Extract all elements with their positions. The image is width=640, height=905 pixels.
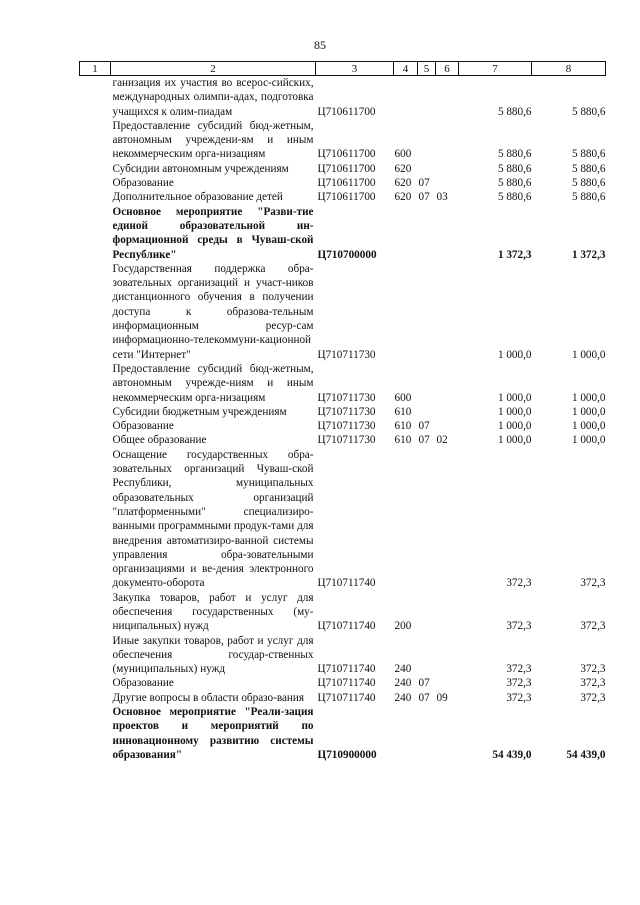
amount-year-1-cell: 372,3 [506, 663, 532, 676]
column-header: 1 [80, 62, 111, 76]
amount-year-1-cell: 54 439,0 [492, 748, 532, 761]
subsection-code-cell: 09 [436, 691, 448, 704]
amount-year-1-cell: 1 000,0 [497, 405, 532, 418]
section-code-cell [418, 634, 436, 677]
subsection-code-cell [436, 162, 459, 176]
amount-year-1-cell: 372,3 [506, 691, 532, 704]
row-name-cell: Закупка товаров, работ и услуг для обеспечения государственных (му-ниципальных) нужд [112, 591, 314, 633]
amount-year-1-cell: 1 000,0 [497, 391, 532, 404]
subsection-code-cell [436, 262, 459, 362]
amount-year-1-cell: 5 880,6 [497, 162, 532, 175]
subsection-code-cell [436, 119, 459, 162]
row-name-cell: Другие вопросы в области образо-вания [112, 691, 305, 704]
budget-table [79, 61, 606, 762]
expense-type-code-cell: 200 [394, 620, 412, 633]
amount-year-2-cell: 1 000,0 [571, 434, 606, 447]
row-number-cell [80, 76, 111, 119]
row-name-cell: Субсидии бюджетным учреждениям [112, 405, 287, 418]
amount-year-1-cell: 1 000,0 [497, 434, 532, 447]
target-article-code-cell: Ц710611700 [317, 177, 376, 190]
target-article-code-cell: Ц710900000 [317, 748, 377, 761]
amount-year-2-cell: 1 000,0 [571, 420, 606, 433]
subsection-code-cell [436, 362, 459, 405]
expense-type-code-cell: 240 [394, 677, 412, 690]
amount-year-1-cell: 5 880,6 [497, 148, 532, 161]
target-article-code-cell: Ц710711730 [317, 348, 376, 361]
row-number-cell [80, 119, 111, 162]
target-article-code-cell: Ц710711730 [317, 405, 376, 418]
expense-type-code-cell [394, 205, 418, 262]
amount-year-1-cell: 5 880,6 [497, 177, 532, 190]
section-code-cell: 07 [418, 691, 430, 704]
row-name-cell: Основное мероприятие "Разви-тие единой образовательной ин-формационной среды в Чуваш-ской Республике" [112, 205, 314, 261]
row-name-cell: ганизация их участия во всерос-сийских, международных олимпи-адах, подготовка учащихся к олим-пиадам [112, 77, 314, 118]
row-name-cell: Предоставление субсидий бюд-жетным, автономным учрежде-ниям и иным некоммерческим орга-низациям [112, 362, 314, 404]
table-row [80, 448, 606, 591]
section-code-cell: 07 [418, 191, 430, 204]
table-row [80, 362, 606, 405]
table-row [80, 119, 606, 162]
expense-type-code-cell [394, 448, 418, 591]
table-row [80, 691, 606, 705]
amount-year-1-cell: 5 880,6 [497, 105, 532, 118]
table-row [80, 634, 606, 677]
row-number-cell [80, 419, 111, 433]
target-article-code-cell: Ц710711740 [317, 577, 376, 590]
target-article-code-cell: Ц710711740 [317, 691, 376, 704]
subsection-code-cell [436, 705, 459, 762]
row-number-cell [80, 448, 111, 591]
subsection-code-cell [436, 176, 459, 190]
amount-year-2-cell: 1 000,0 [571, 348, 606, 361]
expense-type-code-cell: 610 [394, 405, 412, 418]
target-article-code-cell: Ц710611700 [317, 191, 376, 204]
row-number-cell [80, 405, 111, 419]
section-code-cell: 07 [418, 177, 430, 190]
row-name-cell: Образование [112, 677, 174, 690]
expense-type-code-cell: 600 [394, 148, 412, 161]
row-number-cell [80, 591, 111, 634]
column-header: 5 [418, 62, 436, 76]
row-number-cell [80, 262, 111, 362]
amount-year-1-cell: 1 372,3 [497, 248, 532, 261]
amount-year-1-cell: 5 880,6 [497, 191, 532, 204]
target-article-code-cell: Ц710711730 [317, 420, 376, 433]
column-header: 6 [436, 62, 459, 76]
row-name-cell: Дополнительное образование детей [112, 191, 283, 204]
subsection-code-cell: 02 [436, 434, 448, 447]
amount-year-1-cell: 1 000,0 [497, 420, 532, 433]
target-article-code-cell: Ц710711740 [317, 620, 376, 633]
table-row [80, 705, 606, 762]
target-article-code-cell: Ц710611700 [317, 105, 376, 118]
row-number-cell [80, 162, 111, 176]
amount-year-2-cell: 5 880,6 [571, 162, 606, 175]
column-number-header-row [80, 62, 606, 76]
expense-type-code-cell: 600 [394, 391, 412, 404]
amount-year-1-cell: 372,3 [506, 677, 532, 690]
section-code-cell: 07 [418, 420, 430, 433]
section-code-cell [418, 119, 436, 162]
row-name-cell: Иные закупки товаров, работ и услуг для обеспечения государ-ственных (муниципальных) нужд [112, 634, 314, 676]
section-code-cell [418, 205, 436, 262]
row-number-cell [80, 362, 111, 405]
column-header: 7 [459, 62, 532, 76]
section-code-cell [418, 591, 436, 634]
amount-year-2-cell: 372,3 [580, 663, 606, 676]
amount-year-2-cell: 372,3 [580, 677, 606, 690]
row-number-cell [80, 190, 111, 204]
amount-year-1-cell: 372,3 [506, 577, 532, 590]
target-article-code-cell: Ц710700000 [317, 248, 377, 261]
subsection-code-cell [436, 448, 459, 591]
subsection-code-cell [436, 676, 459, 690]
table-row [80, 676, 606, 690]
target-article-code-cell: Ц710711730 [317, 391, 376, 404]
column-header: 3 [316, 62, 394, 76]
amount-year-2-cell: 372,3 [580, 691, 606, 704]
section-code-cell [418, 448, 436, 591]
table-row [80, 205, 606, 262]
table-row [80, 405, 606, 419]
page-number: 85 [314, 38, 326, 52]
amount-year-2-cell: 1 000,0 [571, 405, 606, 418]
row-name-cell: Оснащение государственных обра-зовательных организаций Чуваш-ской Республики, муниципальных образовательных организаций "платформенными" специализиро-ванными программными продук-тами для внедрения автоматизиро-ванной системы управления обра-зовательными организациями и ве-дения электронного документо-оборота [112, 448, 314, 590]
amount-year-2-cell: 5 880,6 [571, 105, 606, 118]
table-row [80, 76, 606, 119]
expense-type-code-cell: 620 [394, 191, 412, 204]
subsection-code-cell [436, 591, 459, 634]
table-row [80, 176, 606, 190]
expense-type-code-cell: 620 [394, 162, 412, 175]
row-name-cell: Образование [112, 177, 174, 190]
subsection-code-cell [436, 634, 459, 677]
section-code-cell [418, 162, 436, 176]
expense-type-code-cell: 610 [394, 420, 412, 433]
column-header: 2 [111, 62, 316, 76]
table-row [80, 162, 606, 176]
table-row [80, 591, 606, 634]
amount-year-2-cell: 5 880,6 [571, 177, 606, 190]
row-name-cell: Образование [112, 420, 174, 433]
row-number-cell [80, 676, 111, 690]
target-article-code-cell: Ц710611700 [317, 148, 376, 161]
expense-type-code-cell: 610 [394, 434, 412, 447]
amount-year-2-cell: 54 439,0 [566, 748, 606, 761]
row-number-cell [80, 433, 111, 447]
amount-year-1-cell: 372,3 [506, 620, 532, 633]
section-code-cell [418, 705, 436, 762]
subsection-code-cell: 03 [436, 191, 448, 204]
expense-type-code-cell: 240 [394, 691, 412, 704]
column-header: 4 [394, 62, 418, 76]
expense-type-code-cell [394, 705, 418, 762]
table-row [80, 433, 606, 447]
expense-type-code-cell [394, 76, 418, 119]
row-name-cell: Общее образование [112, 434, 207, 447]
row-number-cell [80, 691, 111, 705]
amount-year-1-cell: 1 000,0 [497, 348, 532, 361]
column-header: 8 [532, 62, 606, 76]
section-code-cell: 07 [418, 434, 430, 447]
target-article-code-cell: Ц710711730 [317, 434, 376, 447]
amount-year-2-cell: 5 880,6 [571, 148, 606, 161]
target-article-code-cell: Ц710711740 [317, 663, 376, 676]
row-number-cell [80, 176, 111, 190]
subsection-code-cell [436, 419, 459, 433]
expense-type-code-cell: 620 [394, 177, 412, 190]
amount-year-2-cell: 372,3 [580, 620, 606, 633]
section-code-cell [418, 405, 436, 419]
table-row [80, 262, 606, 362]
row-number-cell [80, 205, 111, 262]
section-code-cell [418, 76, 436, 119]
target-article-code-cell: Ц710711740 [317, 677, 376, 690]
section-code-cell [418, 362, 436, 405]
amount-year-2-cell: 5 880,6 [571, 191, 606, 204]
row-name-cell: Предоставление субсидий бюд-жетным, автономным учреждени-ям и иным некоммерческим орга-низациям [112, 119, 314, 161]
subsection-code-cell [436, 76, 459, 119]
subsection-code-cell [436, 405, 459, 419]
subsection-code-cell [436, 205, 459, 262]
table-row [80, 190, 606, 204]
expense-type-code-cell [394, 262, 418, 362]
section-code-cell: 07 [418, 677, 430, 690]
row-name-cell: Государственная поддержка обра-зовательных организаций и участ-ников дистанционного обучения в получении доступа к образова-тельным информационным ресур-сам информационно-телекоммуни-кационной сети "Интернет" [112, 262, 314, 361]
row-name-cell: Основное мероприятие "Реали-зация проектов и мероприятий по инновационному развитию системы образования" [112, 706, 314, 761]
section-code-cell [418, 262, 436, 362]
amount-year-2-cell: 372,3 [580, 577, 606, 590]
table-row [80, 419, 606, 433]
amount-year-2-cell: 1 372,3 [571, 248, 606, 261]
row-number-cell [80, 634, 111, 677]
target-article-code-cell: Ц710611700 [317, 162, 376, 175]
row-number-cell [80, 705, 111, 762]
amount-year-2-cell: 1 000,0 [571, 391, 606, 404]
expense-type-code-cell: 240 [394, 663, 412, 676]
row-name-cell: Субсидии автономным учреждениям [112, 162, 289, 175]
